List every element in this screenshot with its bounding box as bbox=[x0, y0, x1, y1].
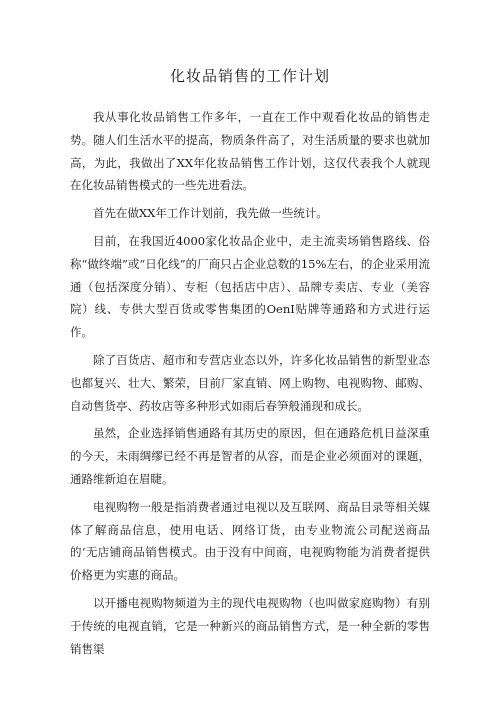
paragraph-6: 电视购物一般是指消费者通过电视以及互联网、商品目录等相关媒体了解商品信息，使用电话、网络订货，由专业物流公司配送商品的’无店铺商品销售模式。由于没有中间商，电视购物能为消费者提供价格更为实惠的商品。 bbox=[70, 499, 430, 583]
paragraph-4: 除了百货店、超市和专营店业态以外，许多化妆品销售的新型业态也都复兴、壮大、繁荣，目前厂家直销、网上购物、电视购物、邮购、自动售货亭、药妆店等多种形式如雨后春笋般涌现和成长。 bbox=[70, 352, 430, 413]
paragraph-1: 我从事化妆品销售工作多年，一直在工作中观看化妆品的销售走势。随人们生活水平的提高，物质条件高了，对生活质量的要求也就加高，为此，我做出了XX年化妆品销售工作计划，这仅代表我个人就现在化妆品销售模式的一些先进看法。 bbox=[70, 110, 430, 193]
paragraph-5: 虽然，企业选择销售通路有其历史的原因，但在通路危机日益深重的今天，未雨绸缪已经不再是智者的从容，而是企业必须面对的课题，通路维新迫在眉睫。 bbox=[70, 426, 430, 486]
document-title: 化妆品销售的工作计划 bbox=[169, 67, 330, 85]
paragraph-7: 以开播电视购物频道为主的现代电视购物（也叫做家庭购物）有别于传统的电视直销，它是一种新兴的商品销售方式，是一种全新的零售销售渠 bbox=[70, 595, 430, 656]
paragraph-3: 目前，在我国近4000家化妆品企业中，走主流卖场销售路线、俗称“做终端”或“日化线”的厂商只占企业总数的15%左右，的企业采用流通（包括深度分销）、专柜（包括店中店）、品牌专卖店、专业（美容院）线、专供大型百货或零售集团的OenI贴牌等通路和方式进行运作。 bbox=[70, 233, 430, 340]
paragraph-2: 首先在做XX年工作计划前，我先做一些统计。 bbox=[93, 206, 328, 221]
